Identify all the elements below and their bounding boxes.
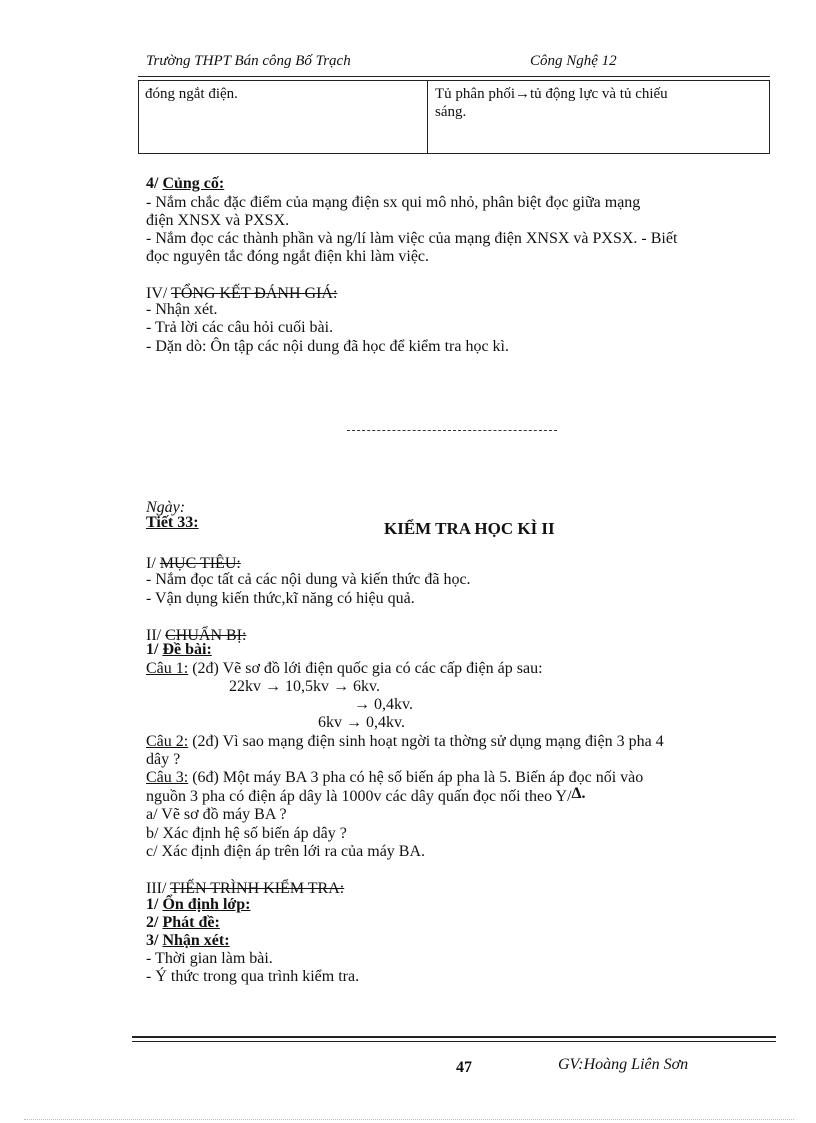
arrow-icon: → bbox=[265, 678, 281, 695]
step-number: 1/ bbox=[146, 896, 163, 913]
section-number: IV/ bbox=[146, 285, 172, 302]
lesson-date: Ngày: bbox=[146, 499, 186, 516]
muctieu-line-1: - Nắm đọc tất cả các nội dung và kiến thức đã học. bbox=[146, 571, 471, 588]
cungco-line-2: điện XNSX và PXSX. bbox=[146, 212, 290, 229]
section-number: III/ bbox=[146, 880, 171, 897]
voltage-value: 10,5kv bbox=[285, 678, 329, 695]
header-rule bbox=[138, 76, 770, 77]
section-title: CHUẨN BỊ: bbox=[165, 627, 247, 644]
tongket-line-2: - Trả lời các câu hỏi cuối bài. bbox=[146, 319, 334, 336]
lesson-period: Tiết 33: bbox=[146, 514, 199, 531]
question-label: Câu 1: bbox=[146, 660, 189, 677]
section-title: Củng cố: bbox=[162, 175, 225, 192]
question-1 bbox=[146, 660, 543, 678]
diagram-line-1 bbox=[229, 678, 380, 696]
step-title: Ổn định lớp: bbox=[162, 896, 251, 913]
cungco-line-1: - Nắm chắc đặc điểm của mạng điện sx qui mô nhỏ, phân biệt đọc giữa mạng bbox=[146, 194, 641, 211]
page-number: 47 bbox=[456, 1059, 472, 1076]
question-text: nguồn 3 pha có điện áp dây là 1000v các dây quấn đọc nối theo Y/ bbox=[146, 788, 572, 805]
step-title: Phát đề: bbox=[162, 914, 220, 931]
question-2 bbox=[146, 733, 664, 751]
question-3-a: a/ Vẽ sơ đồ máy BA ? bbox=[146, 806, 287, 823]
voltage-value: 6kv. bbox=[353, 678, 380, 695]
step-1 bbox=[146, 896, 250, 914]
question-text: (2đ) Vì sao mạng điện sinh hoạt ngời ta thờng sử dụng mạng điện 3 pha 4 bbox=[188, 733, 664, 750]
table-cell-right-text-1: Tủ phân phối bbox=[435, 86, 515, 102]
tongket-line-3: - Dặn dò: Ôn tập các nội dung đã học để kiểm tra học kì. bbox=[146, 338, 509, 355]
table-cell-right-cont: sáng. bbox=[435, 104, 467, 120]
question-2-cont: dây ? bbox=[146, 751, 181, 768]
question-label: Câu 3: bbox=[146, 769, 189, 786]
question-text: (6đ) Một máy BA 3 pha có hệ số biến áp pha là 5. Biến áp đọc nối vào bbox=[188, 769, 644, 786]
section-number: 4/ bbox=[146, 175, 163, 192]
voltage-value: 0,4kv. bbox=[366, 714, 405, 731]
subsection-number: 1/ bbox=[146, 641, 163, 658]
voltage-value: 22kv bbox=[229, 678, 261, 695]
question-3-c: c/ Xác định điện áp trên lới ra của máy BA. bbox=[146, 843, 426, 860]
page-edge-dots bbox=[24, 1119, 794, 1120]
section-title: TỔNG KẾT ĐÁNH GIÁ: bbox=[171, 285, 338, 302]
arrow-icon: → bbox=[333, 678, 349, 695]
cungco-line-4: đọc nguyên tắc đóng ngắt điện khi làm việc. bbox=[146, 248, 430, 265]
step-title: Nhận xét: bbox=[162, 932, 230, 949]
footer-rule bbox=[132, 1036, 776, 1038]
section-separator bbox=[347, 430, 557, 431]
section-number: II/ bbox=[146, 627, 166, 644]
table-divider bbox=[427, 81, 428, 153]
section-title: TIẾN TRÌNH KIỂM TRA: bbox=[170, 880, 345, 897]
footer-teacher: GV:Hoàng Liên Sơn bbox=[558, 1056, 689, 1073]
table-fragment bbox=[138, 80, 770, 154]
header-school: Trường THPT Bán công Bố Trạch bbox=[146, 53, 351, 69]
step-number: 3/ bbox=[146, 932, 163, 949]
arrow-icon: → bbox=[346, 714, 362, 731]
table-cell-right-text-2: tủ động lực và tủ chiếu bbox=[530, 86, 668, 102]
table-cell-left: đóng ngắt điện. bbox=[145, 86, 238, 102]
arrow-icon: → bbox=[515, 86, 530, 102]
header-subject: Công Nghệ 12 bbox=[530, 53, 617, 69]
question-3 bbox=[146, 769, 643, 787]
question-3-cont bbox=[146, 785, 586, 806]
subsection-title: Đề bài: bbox=[162, 641, 212, 658]
section-title: MỤC TIÊU: bbox=[159, 555, 241, 572]
table-cell-right bbox=[435, 86, 755, 103]
section-number: I/ bbox=[146, 555, 160, 572]
step-2 bbox=[146, 914, 220, 932]
tongket-line-1: - Nhận xét. bbox=[146, 301, 218, 318]
subsection-debai-heading bbox=[146, 641, 212, 659]
voltage-value: 0,4kv. bbox=[374, 696, 413, 713]
step-number: 2/ bbox=[146, 914, 163, 931]
diagram-line-2 bbox=[354, 696, 413, 714]
cungco-line-3: - Nắm đọc các thành phần và ng/lí làm việc của mạng điện XNSX và PXSX. - Biết bbox=[146, 230, 678, 247]
arrow-icon: → bbox=[354, 696, 370, 713]
tientrinh-line-2: - Ý thức trong qua trình kiểm tra. bbox=[146, 968, 360, 985]
delta-symbol: Δ. bbox=[571, 785, 586, 802]
muctieu-line-2: - Vận dụng kiến thức,kĩ năng có hiệu quả. bbox=[146, 590, 415, 607]
page-title: KIỂM TRA HỌC KÌ II bbox=[384, 519, 555, 538]
diagram-line-3 bbox=[318, 714, 405, 732]
step-3 bbox=[146, 932, 230, 950]
question-label: Câu 2: bbox=[146, 733, 189, 750]
voltage-value: 6kv bbox=[318, 714, 342, 731]
question-text: (2đ) Vẽ sơ đồ lới điện quốc gia có các cấp điện áp sau: bbox=[188, 660, 543, 677]
footer-rule-thin bbox=[132, 1041, 776, 1042]
section-cungco-heading bbox=[146, 175, 224, 193]
tientrinh-line-1: - Thời gian làm bài. bbox=[146, 950, 273, 967]
question-3-b: b/ Xác định hệ số biến áp dây ? bbox=[146, 825, 347, 842]
